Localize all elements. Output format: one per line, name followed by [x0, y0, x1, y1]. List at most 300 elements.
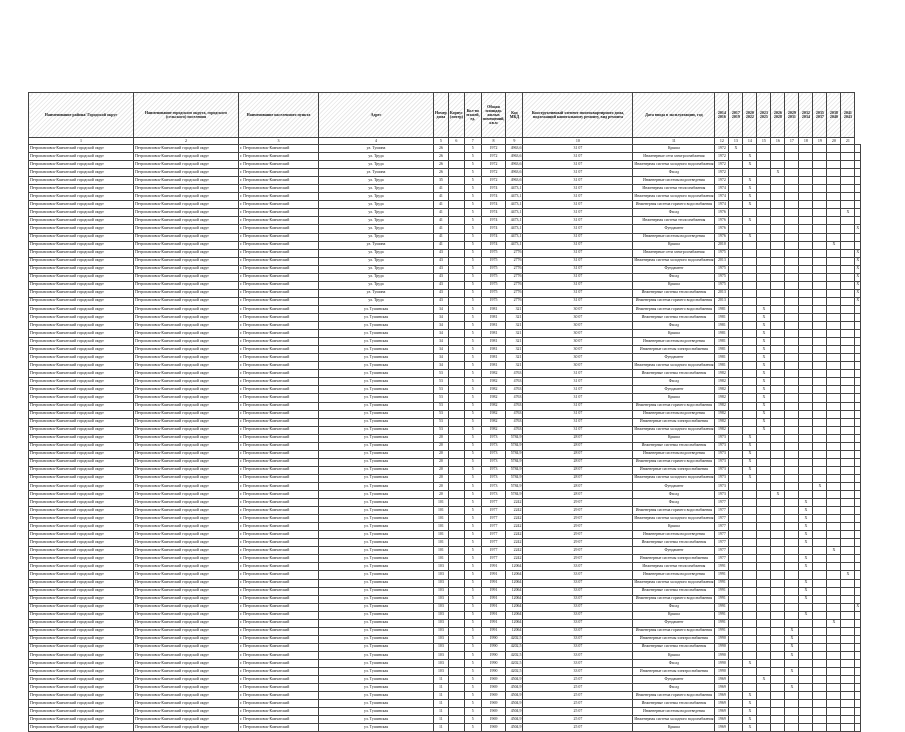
table-cell: ул. Тушинская [319, 491, 434, 499]
table-cell: 11 [434, 676, 449, 684]
table-cell: ул. Тушинская [319, 410, 434, 418]
table-cell: 5 [464, 692, 481, 700]
table-cell [855, 322, 861, 330]
table-cell: Петропавловск-Камчатский городской округ [134, 313, 239, 321]
table-cell [813, 378, 827, 386]
column-number: 3 [239, 138, 319, 145]
table-cell [729, 563, 743, 571]
table-cell [799, 547, 813, 555]
table-cell: 43 [434, 249, 449, 257]
table-cell [757, 257, 771, 265]
table-cell [813, 338, 827, 346]
table-cell: ул. Тушинская [319, 474, 434, 482]
table-cell: 1974 [715, 193, 729, 201]
table-cell [785, 611, 799, 619]
table-cell: 4763 [506, 418, 523, 426]
table-cell [813, 676, 827, 684]
table-cell [743, 643, 757, 651]
table-cell: Петропавловск-Камчатский городской округ [134, 185, 239, 193]
table-cell: Петропавловск-Камчатский городской округ [29, 386, 134, 394]
table-cell [855, 587, 861, 595]
table-cell: 29 07 [523, 523, 633, 531]
table-cell: 1982 [715, 386, 729, 394]
table-cell [785, 676, 799, 684]
table-cell [757, 555, 771, 563]
table-cell [841, 177, 855, 185]
table-cell [813, 313, 827, 321]
table-cell: 1990 [715, 643, 729, 651]
table-cell: 103 [434, 563, 449, 571]
table-cell [785, 499, 799, 507]
table-cell: 31 07 [523, 281, 633, 289]
table-cell [771, 426, 785, 434]
table-cell [813, 394, 827, 402]
table-cell: 29 07 [523, 531, 633, 539]
table-cell [757, 708, 771, 716]
table-row [29, 635, 861, 643]
table-cell: ул. Тушинская [319, 418, 434, 426]
table-cell: ул. Тушинская [319, 635, 434, 643]
table-cell: 1977 [481, 499, 506, 507]
table-cell: Петропавловск-Камчатский городской округ [29, 579, 134, 587]
table-cell [729, 418, 743, 426]
table-cell: 2242 [506, 515, 523, 523]
table-cell: X [799, 595, 813, 603]
table-cell [743, 668, 757, 676]
table-cell [757, 491, 771, 499]
table-cell: 4473,1 [506, 201, 523, 209]
table-cell: 26 [434, 153, 449, 161]
table-cell: 29 07 [523, 515, 633, 523]
table-cell: ул. Тушинская [319, 668, 434, 676]
table-cell: 12064 [506, 579, 523, 587]
table-cell [827, 169, 841, 177]
table-cell: X [757, 330, 771, 338]
table-cell [813, 386, 827, 394]
table-cell: ул. Труда [319, 217, 434, 225]
table-cell: Петропавловск-Камчатский городской округ [29, 265, 134, 273]
table-cell: X [799, 539, 813, 547]
table-cell [827, 330, 841, 338]
table-cell [785, 482, 799, 490]
table-row [29, 241, 861, 249]
table-cell [729, 579, 743, 587]
table-cell: 5 [464, 402, 481, 410]
table-cell [827, 225, 841, 233]
table-cell: 1981 [715, 346, 729, 354]
table-cell [448, 571, 464, 579]
table-cell: 1977 [481, 507, 506, 515]
table-cell: г. Петропавловск-Камчатский [239, 515, 319, 523]
table-cell: Петропавловск-Камчатский городской округ [134, 418, 239, 426]
table-cell: Петропавловск-Камчатский городской округ [29, 201, 134, 209]
table-cell [729, 346, 743, 354]
table-cell: X [757, 354, 771, 362]
table-cell: 31 07 [523, 370, 633, 378]
table-cell: X [743, 716, 757, 724]
table-cell [757, 201, 771, 209]
table-cell [813, 442, 827, 450]
table-cell: 25 07 [523, 716, 633, 724]
table-cell: Петропавловск-Камчатский городской округ [134, 643, 239, 651]
table-cell: 33 07 [523, 563, 633, 571]
table-row [29, 193, 861, 201]
table-cell: X [757, 362, 771, 370]
table-cell: 1974 [481, 225, 506, 233]
table-cell: X [799, 531, 813, 539]
table-cell: 1976 [715, 225, 729, 233]
table-cell [757, 523, 771, 531]
table-cell: Петропавловск-Камчатский городской округ [29, 225, 134, 233]
table-cell [448, 426, 464, 434]
table-cell: 103 [434, 587, 449, 595]
table-cell: X [757, 426, 771, 434]
table-cell [757, 507, 771, 515]
table-cell: Инженерная система горячего водоснабжения [633, 458, 715, 466]
table-cell: 1991 [715, 619, 729, 627]
column-number: 10 [523, 138, 633, 145]
table-cell [743, 386, 757, 394]
table-cell: Петропавловск-Камчатский городской округ [134, 177, 239, 185]
table-cell: 5 [464, 217, 481, 225]
table-cell: ул. Тушинская [319, 660, 434, 668]
table-cell: 1981 [481, 362, 506, 370]
table-cell [448, 724, 464, 732]
table-cell: г. Петропавловск-Камчатский [239, 676, 319, 684]
table-cell [813, 515, 827, 523]
table-cell [771, 499, 785, 507]
table-cell: X [743, 185, 757, 193]
table-cell: Инженерная система теплоснабжения [633, 185, 715, 193]
table-cell [785, 241, 799, 249]
table-cell [729, 515, 743, 523]
table-cell: X [757, 322, 771, 330]
table-cell [771, 684, 785, 692]
table-cell [757, 241, 771, 249]
table-cell [813, 257, 827, 265]
table-row [29, 466, 861, 474]
table-cell: 1990 [481, 660, 506, 668]
table-cell: 1981 [481, 322, 506, 330]
table-cell: X [743, 700, 757, 708]
table-cell: 1982 [481, 378, 506, 386]
table-row [29, 289, 861, 297]
table-cell: Петропавловск-Камчатский городской округ [29, 547, 134, 555]
table-cell [448, 193, 464, 201]
table-cell [827, 289, 841, 297]
table-cell: X [743, 474, 757, 482]
table-cell: 43 [434, 281, 449, 289]
table-cell: 33 07 [523, 651, 633, 659]
table-cell: 103 [434, 595, 449, 603]
table-cell [827, 515, 841, 523]
table-cell [448, 209, 464, 217]
table-cell [757, 692, 771, 700]
table-cell [841, 370, 855, 378]
table-cell: 1973 [715, 434, 729, 442]
table-cell [729, 362, 743, 370]
table-cell [827, 153, 841, 161]
table-cell [771, 249, 785, 257]
table-cell: 103 [434, 660, 449, 668]
table-cell: 33 07 [523, 619, 633, 627]
table-cell: 53 [434, 394, 449, 402]
table-cell: 33 07 [523, 603, 633, 611]
table-cell [771, 676, 785, 684]
table-cell [729, 474, 743, 482]
table-cell: Петропавловск-Камчатский городской округ [134, 547, 239, 555]
table-cell: 2776 [506, 297, 523, 305]
table-cell: 1982 [715, 418, 729, 426]
table-cell: Инженерные системы электроснабжения [633, 555, 715, 563]
table-cell [813, 458, 827, 466]
table-cell: г. Петропавловск-Камчатский [239, 233, 319, 241]
column-header: Код МКД [506, 93, 523, 138]
table-cell: Крыша [633, 330, 715, 338]
table-cell [827, 193, 841, 201]
table-cell: Инженерная система холодного водоснабжения [633, 515, 715, 523]
table-cell: г. Петропавловск-Камчатский [239, 169, 319, 177]
table-cell [448, 418, 464, 426]
column-header: Кол-во этажей, ед. [464, 93, 481, 138]
table-cell: 5 [464, 651, 481, 659]
table-cell [813, 354, 827, 362]
table-cell: г. Петропавловск-Камчатский [239, 611, 319, 619]
table-cell: ул. Тушинская [319, 708, 434, 716]
table-cell [448, 185, 464, 193]
table-cell: X [799, 523, 813, 531]
table-cell [743, 281, 757, 289]
table-cell [448, 394, 464, 402]
table-cell: 31 07 [523, 153, 633, 161]
table-cell: X [827, 619, 841, 627]
table-cell: X [757, 402, 771, 410]
column-number: 9 [506, 138, 523, 145]
table-cell: 1972 [481, 177, 506, 185]
table-cell [855, 161, 861, 169]
table-cell: X [841, 209, 855, 217]
table-cell: 5 [464, 499, 481, 507]
table-cell [771, 563, 785, 571]
table-cell: 4504,9 [506, 724, 523, 732]
table-cell: X [785, 643, 799, 651]
table-cell [448, 153, 464, 161]
table-cell [855, 571, 861, 579]
table-cell: Инженерные системы электроснабжения [633, 418, 715, 426]
table-row [29, 579, 861, 587]
table-cell [785, 442, 799, 450]
table-cell [799, 313, 813, 321]
table-cell: ул. Труда [319, 185, 434, 193]
table-cell [841, 418, 855, 426]
table-cell [757, 531, 771, 539]
table-cell [448, 265, 464, 273]
table-row [29, 330, 861, 338]
table-cell: X [855, 249, 861, 257]
table-cell [841, 595, 855, 603]
table-cell: Инженерная система горячего водоснабжения [633, 507, 715, 515]
table-cell: 1991 [481, 587, 506, 595]
table-cell: 5 [464, 491, 481, 499]
table-cell: 53 [434, 426, 449, 434]
table-cell: 31 07 [523, 169, 633, 177]
table-cell: 101 [434, 539, 449, 547]
table-cell [743, 426, 757, 434]
table-cell [771, 386, 785, 394]
table-cell [757, 265, 771, 273]
table-cell [743, 265, 757, 273]
table-cell: 2776 [506, 249, 523, 257]
table-cell [813, 346, 827, 354]
table-cell [785, 265, 799, 273]
table-cell: 1982 [481, 410, 506, 418]
table-cell [813, 611, 827, 619]
table-cell: 4504,9 [506, 708, 523, 716]
table-cell [855, 668, 861, 676]
table-cell [785, 209, 799, 217]
table-row [29, 434, 861, 442]
table-cell [785, 233, 799, 241]
table-cell: Петропавловск-Камчатский городской округ [29, 619, 134, 627]
table-cell: 2242 [506, 507, 523, 515]
table-cell: ул. Тушинская [319, 571, 434, 579]
table-cell: 4963,6 [506, 153, 523, 161]
table-cell: 31 07 [523, 193, 633, 201]
table-cell [827, 145, 841, 153]
table-cell [771, 153, 785, 161]
table-cell: 103 [434, 668, 449, 676]
table-cell: Петропавловск-Камчатский городской округ [134, 217, 239, 225]
table-cell: 1991 [715, 579, 729, 587]
table-cell [771, 482, 785, 490]
table-cell [799, 145, 813, 153]
table-cell [785, 660, 799, 668]
table-cell: 1991 [715, 571, 729, 579]
table-cell: 41 [434, 241, 449, 249]
table-row [29, 474, 861, 482]
table-cell [448, 233, 464, 241]
table-cell: Петропавловск-Камчатский городской округ [134, 322, 239, 330]
table-cell: Петропавловск-Камчатский городской округ [134, 724, 239, 732]
table-cell [771, 233, 785, 241]
table-cell [757, 611, 771, 619]
table-cell [771, 402, 785, 410]
table-cell [729, 273, 743, 281]
table-cell: Петропавловск-Камчатский городской округ [29, 458, 134, 466]
table-cell [827, 627, 841, 635]
table-cell: 5 [464, 627, 481, 635]
table-cell: 1977 [715, 523, 729, 531]
column-header: 2023 2025 [757, 93, 771, 138]
table-cell: 1969 [481, 724, 506, 732]
table-cell [729, 595, 743, 603]
table-cell: 1973 [481, 466, 506, 474]
table-cell [799, 169, 813, 177]
table-cell: 11 [434, 700, 449, 708]
table-cell [799, 257, 813, 265]
table-cell [855, 458, 861, 466]
table-cell: Крыша [633, 394, 715, 402]
table-cell: г. Петропавловск-Камчатский [239, 322, 319, 330]
table-cell [855, 386, 861, 394]
table-cell [729, 313, 743, 321]
table-cell: Инженерная система горячего водоснабжения [633, 305, 715, 313]
table-cell: X [757, 676, 771, 684]
table-cell [743, 531, 757, 539]
table-cell [799, 217, 813, 225]
table-cell: Фасад [633, 499, 715, 507]
table-cell: 5784,9 [506, 458, 523, 466]
table-cell: Петропавловск-Камчатский городской округ [29, 595, 134, 603]
table-cell: ул. Тушинская [319, 651, 434, 659]
table-cell: 1991 [481, 611, 506, 619]
column-header: 2035 2037 [813, 93, 827, 138]
table-cell [855, 338, 861, 346]
table-cell: Петропавловск-Камчатский городской округ [134, 370, 239, 378]
table-cell [841, 547, 855, 555]
table-cell: 25 07 [523, 708, 633, 716]
table-cell: 1991 [715, 603, 729, 611]
table-cell: 5 [464, 330, 481, 338]
table-cell [729, 322, 743, 330]
table-row [29, 402, 861, 410]
column-number: 12 [715, 138, 729, 145]
table-cell [855, 450, 861, 458]
table-cell: 103 [434, 643, 449, 651]
table-cell [841, 193, 855, 201]
table-cell [771, 177, 785, 185]
table-cell: Инженерная система теплоснабжения [633, 563, 715, 571]
table-cell [841, 635, 855, 643]
table-cell [785, 225, 799, 233]
table-cell: Петропавловск-Камчатский городской округ [29, 410, 134, 418]
table-cell: 1991 [481, 579, 506, 587]
table-cell: г. Петропавловск-Камчатский [239, 225, 319, 233]
table-row [29, 249, 861, 257]
table-cell: 1974 [481, 217, 506, 225]
table-cell [813, 571, 827, 579]
table-cell [729, 185, 743, 193]
table-cell: 1974 [481, 241, 506, 249]
table-cell: 1973 [715, 442, 729, 450]
table-row [29, 571, 861, 579]
table-cell [855, 555, 861, 563]
table-cell [827, 507, 841, 515]
table-cell [827, 185, 841, 193]
table-cell: г. Петропавловск-Камчатский [239, 684, 319, 692]
table-cell [827, 426, 841, 434]
table-cell [827, 579, 841, 587]
table-cell [813, 169, 827, 177]
table-cell [729, 338, 743, 346]
table-cell [855, 442, 861, 450]
table-cell [841, 153, 855, 161]
table-cell [448, 338, 464, 346]
table-cell: г. Петропавловск-Камчатский [239, 394, 319, 402]
table-row [29, 724, 861, 732]
table-cell: Петропавловск-Камчатский городской округ [134, 257, 239, 265]
table-cell: 1973 [715, 450, 729, 458]
table-cell [729, 603, 743, 611]
table-cell [757, 539, 771, 547]
table-cell: 4763 [506, 426, 523, 434]
table-cell [771, 515, 785, 523]
table-cell [743, 145, 757, 153]
table-cell: Петропавловск-Камчатский городской округ [134, 579, 239, 587]
table-cell: г. Петропавловск-Камчатский [239, 627, 319, 635]
table-cell: ул. Труда [319, 209, 434, 217]
table-cell: Петропавловск-Камчатский городской округ [29, 499, 134, 507]
